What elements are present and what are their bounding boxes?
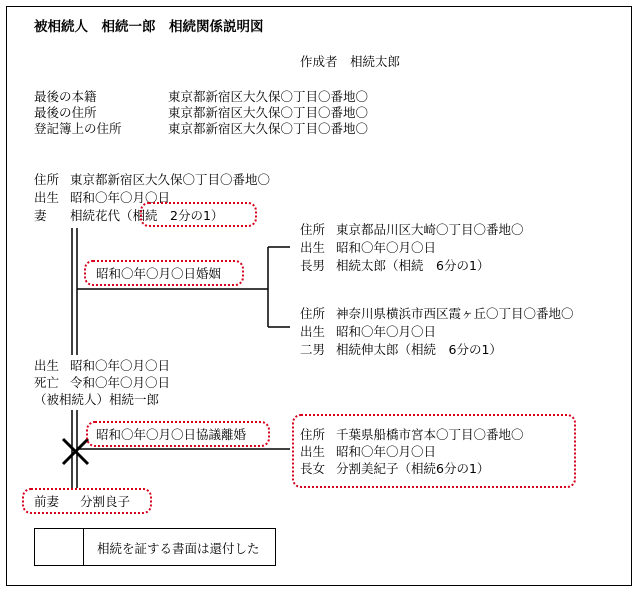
ex-wife-relation-label: 前妻 xyxy=(34,494,60,509)
deceased-role: （被相続人）相続一郎 xyxy=(34,392,160,407)
registry-address-value: 東京都新宿区大久保〇丁目〇番地〇 xyxy=(168,121,369,136)
return-note-text: 相続を証する書面は還付した xyxy=(97,541,260,556)
daughter-birth-value: 昭和〇年〇月〇日 xyxy=(336,444,437,459)
marriage-date: 昭和〇年〇月〇日婚姻 xyxy=(96,266,222,281)
daughter-relation-label: 長女 xyxy=(300,461,326,476)
son1-name-row xyxy=(300,258,489,273)
deceased-birth-row xyxy=(34,358,170,373)
last-address-label: 最後の住所 xyxy=(34,105,97,120)
divorce-highlight xyxy=(86,421,270,447)
wife-birth-value: 昭和〇年〇月〇日 xyxy=(70,190,171,205)
note-blank-cell xyxy=(35,529,84,565)
son2-name-share: 相続伸太郎（相続 6分の1） xyxy=(336,342,502,357)
honseki-label: 最後の本籍 xyxy=(34,89,97,104)
return-note-box xyxy=(34,528,276,566)
honseki-value: 東京都新宿区大久保〇丁目〇番地〇 xyxy=(168,89,369,104)
ex-wife-highlight xyxy=(22,488,152,514)
wife-relation-label: 妻 xyxy=(34,208,47,223)
ex-wife-name: 分割良子 xyxy=(80,494,131,509)
wife-share-highlight xyxy=(140,202,257,227)
son1-address-label: 住所 xyxy=(300,222,326,237)
son2-relation-label: 二男 xyxy=(300,342,326,357)
deceased-death-row xyxy=(34,375,170,390)
son1-relation-label: 長男 xyxy=(300,258,326,273)
son1-birth-value: 昭和〇年〇月〇日 xyxy=(336,240,437,255)
deceased-death-label: 死亡 xyxy=(34,375,60,390)
honseki-row xyxy=(34,89,368,104)
son2-name-row xyxy=(300,342,502,357)
marriage-highlight xyxy=(84,260,244,286)
deceased-birth-label: 出生 xyxy=(34,358,60,373)
wife-share: （相続 2分の1） xyxy=(120,208,224,223)
daughter-birth-label: 出生 xyxy=(300,444,326,459)
registry-address-row xyxy=(34,121,368,136)
daughter-highlight xyxy=(292,414,576,488)
daughter-name-share: 分割美紀子（相続6分の1） xyxy=(336,461,490,476)
wife-address-row xyxy=(34,172,270,187)
son1-address-row xyxy=(300,222,524,237)
deceased-death-value: 令和〇年〇月〇日 xyxy=(70,375,171,390)
son2-birth-value: 昭和〇年〇月〇日 xyxy=(336,324,437,339)
wife-name: 相続花代 xyxy=(70,208,121,223)
son1-address-value: 東京都品川区大崎〇丁目〇番地〇 xyxy=(336,222,524,237)
author-line: 作成者 相続太郎 xyxy=(300,54,401,69)
wife-birth-label: 出生 xyxy=(34,190,60,205)
son1-birth-row xyxy=(300,240,436,255)
last-address-value: 東京都新宿区大久保〇丁目〇番地〇 xyxy=(168,105,369,120)
son1-name-share: 相続太郎（相続 6分の1） xyxy=(336,258,490,273)
divorce-date: 昭和〇年〇月〇日協議離婚 xyxy=(96,427,247,442)
son2-address-value: 神奈川県横浜市西区霞ヶ丘〇丁目〇番地〇 xyxy=(336,306,574,321)
registry-address-label: 登記簿上の住所 xyxy=(34,121,122,136)
son2-birth-label: 出生 xyxy=(300,324,326,339)
son2-birth-row xyxy=(300,324,436,339)
daughter-address-value: 千葉県船橋市宮本〇丁目〇番地〇 xyxy=(336,427,524,442)
daughter-address-label: 住所 xyxy=(300,427,326,442)
son1-birth-label: 出生 xyxy=(300,240,326,255)
last-address-row xyxy=(34,105,368,120)
document-title: 被相続人 相続一郎 相続関係説明図 xyxy=(34,19,264,35)
wife-address-label: 住所 xyxy=(34,172,60,187)
wife-address-value: 東京都新宿区大久保〇丁目〇番地〇 xyxy=(70,172,271,187)
son2-address-row xyxy=(300,306,574,321)
son2-address-label: 住所 xyxy=(300,306,326,321)
deceased-birth-value: 昭和〇年〇月〇日 xyxy=(70,358,171,373)
